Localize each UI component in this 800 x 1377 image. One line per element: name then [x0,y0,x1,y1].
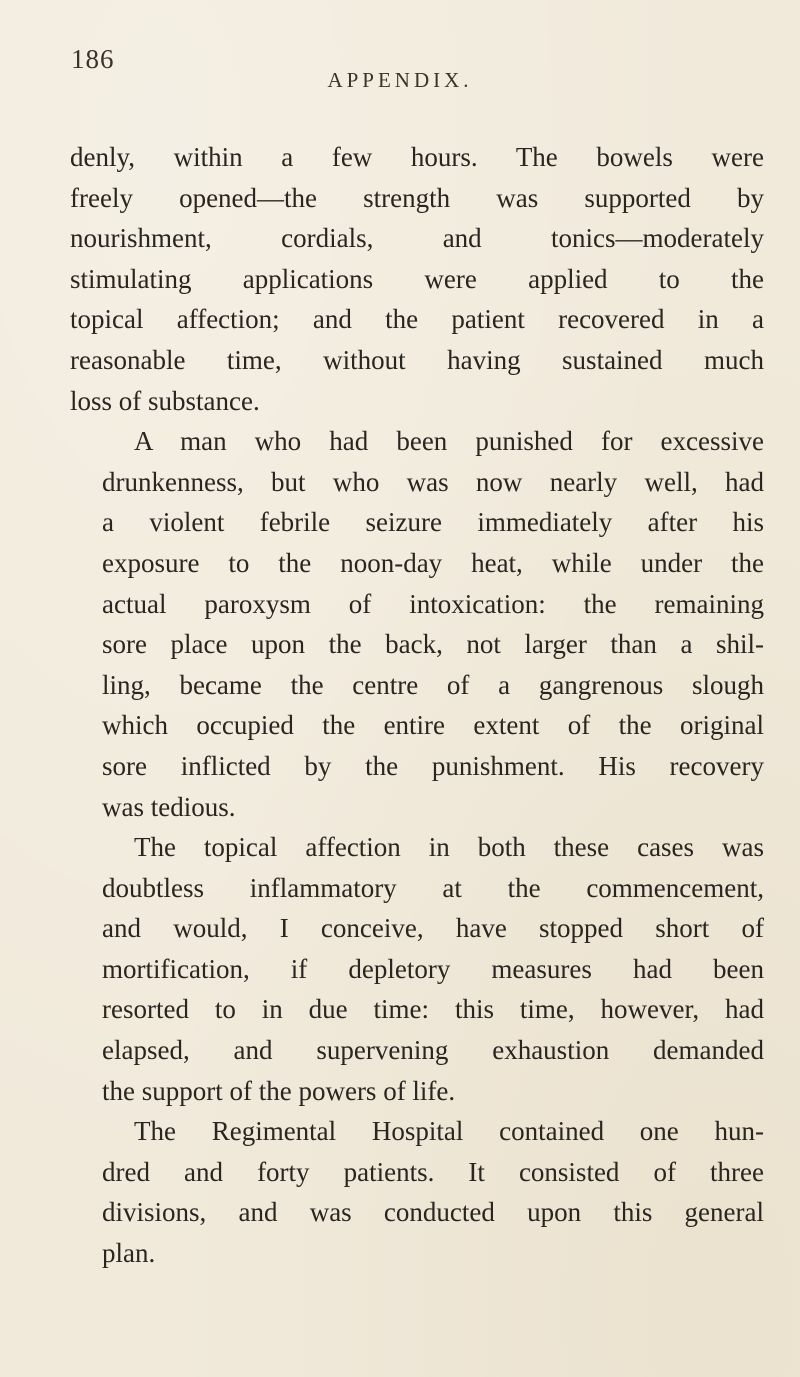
text-line: sore inflicted by the punishment. His recovery [102,750,764,781]
text-line: ling, became the centre of a gangrenous slough [102,669,764,700]
text-line: stimulating applications were applied to the [70,263,764,294]
text-line: A man who had been punished for excessive [134,426,764,457]
text-line: and would, I conceive, have stopped short of [102,913,764,944]
text-line: loss of substance. [70,385,260,416]
text-line: actual paroxysm of intoxication: the remaining [102,588,764,619]
paragraph-1 [70,137,764,421]
page-number: 186 [71,44,115,74]
text-line: elapsed, and supervening exhaustion demanded [102,1035,764,1066]
text-line: dred and forty patients. It consisted of three [102,1156,764,1187]
running-head: APPENDIX. [327,68,473,92]
paragraph-4 [70,1111,764,1273]
paragraph-2 [70,421,764,827]
text-line: a violent febrile seizure immediately after his [102,507,764,538]
text-line: denly, within a few hours. The bowels were [70,142,764,172]
text-line: freely opened—the strength was supported by [70,182,764,213]
text-line: drunkenness, but who was now nearly well, had [102,466,764,497]
text-line: was tedious. [102,791,236,822]
text-line: resorted to in due time: this time, however, had [102,994,764,1025]
text-line: mortification, if depletory measures had been [102,953,764,984]
text-line: nourishment, cordials, and tonics—moderately [70,223,764,254]
text-line: the support of the powers of life. [102,1075,456,1106]
text-line: exposure to the noon-day heat, while under the [102,547,764,578]
text-line: plan. [102,1238,156,1269]
text-line: doubtless inflammatory at the commencement, [102,872,764,903]
text-line: The topical affection in both these cases was [134,832,764,863]
paragraph-3 [70,827,764,1111]
body-text [70,137,764,1274]
text-line: divisions, and was conducted upon this general [102,1197,764,1228]
text-line: which occupied the entire extent of the original [102,710,764,741]
text-line: reasonable time, without having sustained much [70,344,764,375]
text-line: sore place upon the back, not larger than a shil- [102,629,764,660]
text-line: The Regimental Hospital contained one hun- [134,1116,764,1147]
text-line: topical affection; and the patient recovered in a [70,304,764,335]
